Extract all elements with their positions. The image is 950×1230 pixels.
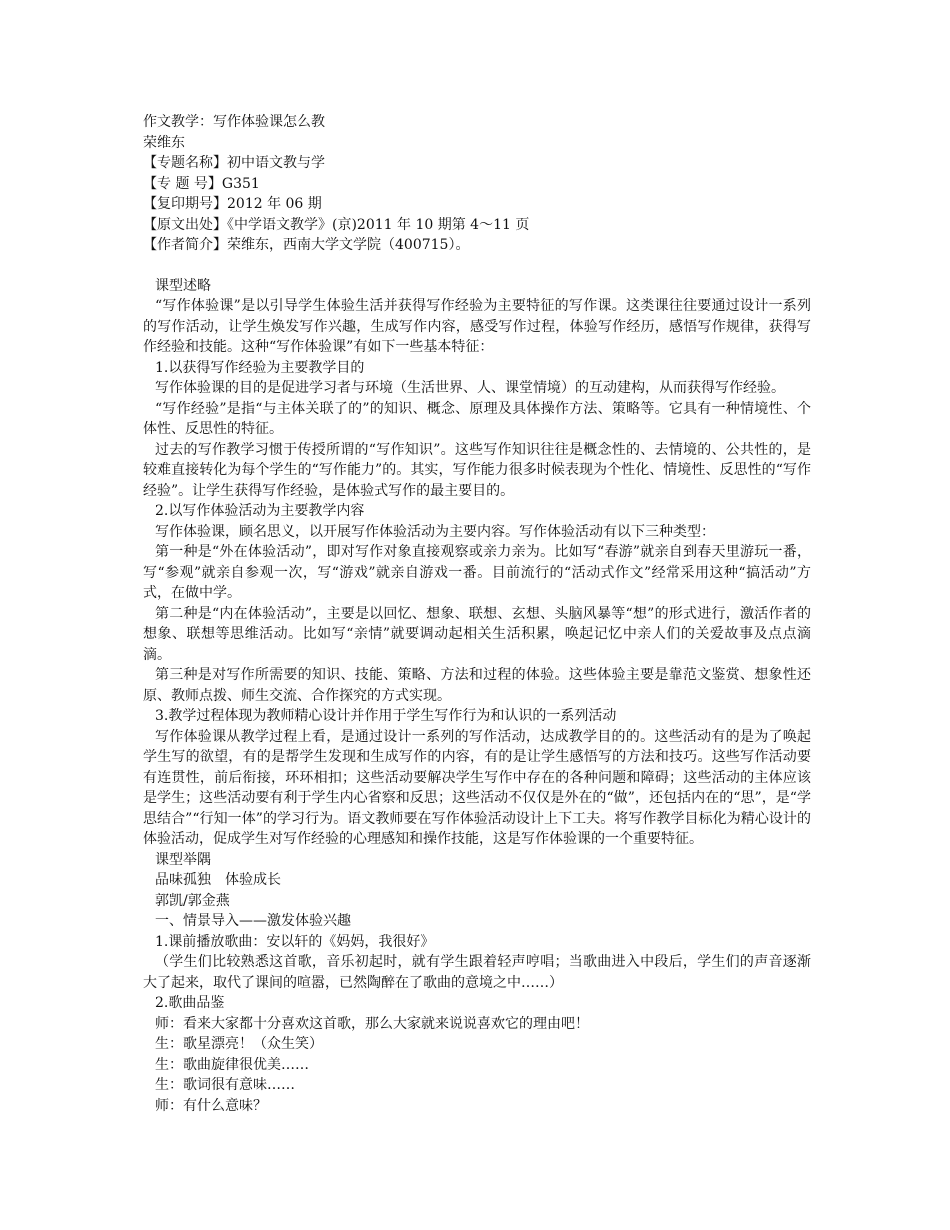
paragraph: 写作体验课，顾名思义，以开展写作体验活动为主要内容。写作体验活动有以下三种类型： xyxy=(155,523,715,540)
meta-issue: 【复印期号】2012 年 06 期 xyxy=(143,196,322,212)
meta-author-bio: 【作者简介】荣维东，西南大学文学院（400715）。 xyxy=(143,237,470,253)
dialogue-line: 生：歌曲旋律很优美…… xyxy=(155,1056,309,1073)
lesson-title: 品味孤独 体验成长 xyxy=(155,872,281,888)
paragraph: 写作体验课的目的是促进学习者与环境（生活世界、人、课堂情境）的互动建构，从而获得写作经验。 xyxy=(155,380,785,396)
paragraph: 第三种是对写作所需要的知识、技能、策略、方法和过程的体验。这些体验主要是靠范文鉴赏、想象性还原、教师点拨、师生交流、合作探究的方式实现。 xyxy=(143,667,811,704)
dialogue-line: 生：歌词很有意味…… xyxy=(155,1077,295,1093)
section-heading-overview: 课型述略 xyxy=(155,277,211,294)
lesson-step-1: 1.课前播放歌曲：安以轩的《妈妈，我很好》 xyxy=(155,933,435,950)
paragraph: 写作体验课从教学过程上看，是通过设计一系列的写作活动，达成教学目的的。这些活动有的是为了唤起学生写的欲望，有的是帮学生发现和生成写作的内容，有的是让学生感悟写的方法和技巧。这些写作活动要有连贯性，前后衔接，环环相扣；这些活动要解决学生写作中存在的各种问题和障碍；这些活动的主体应该是学生；这些活动要有利于学生内心省察和反思；这些活动不仅仅是外在的“做”，还包括内在的“思”，是“学思结合”“行知一体”的学习行为。语文教师要在写作体验活动设计上下工夫。将写作教学目标化为精心设计的体验活动，促成学生对写作经验的心理感知和操作技能，这是写作体验课的一个重要特征。 xyxy=(143,728,811,847)
lesson-note: （学生们比较熟悉这首歌，音乐初起时，就有学生跟着轻声哼唱；当歌曲进入中段后，学生们的声音逐渐大了起来，取代了课间的喧嚣，已然陶醉在了歌曲的意境之中……） xyxy=(143,954,811,991)
paragraph: “写作体验课”是以引导学生体验生活并获得写作经验为主要特征的写作课。这类课往往要通过设计一系列的写作活动，让学生焕发写作兴趣，生成写作内容，感受写作过程，体验写作经历，感悟写作规律，获得写作经验和技能。这种“写作体验课”有如下一些基本特征： xyxy=(143,298,811,355)
subheading-2: 2.以写作体验活动为主要教学内容 xyxy=(155,503,365,519)
meta-source: 【原文出处】《中学语文教学》(京)2011 年 10 期第 4～11 页 xyxy=(143,216,530,233)
article-body xyxy=(143,112,811,1116)
lesson-step-2: 2.歌曲品鉴 xyxy=(155,995,225,1011)
blank-line xyxy=(143,256,811,276)
lesson-part-heading: 一、情景导入——激发体验兴趣 xyxy=(155,913,351,929)
meta-topic-name: 【专题名称】初中语文教与学 xyxy=(143,155,325,171)
paragraph: 过去的写作教学习惯于传授所谓的“写作知识”。这些写作知识往往是概念性的、去情境的、公共性的，是较难直接转化为每个学生的“写作能力”的。其实，写作能力很多时候表现为个性化、情境性、反思性的“写作经验”。让学生获得写作经验，是体验式写作的最主要目的。 xyxy=(143,441,811,499)
lesson-authors: 郭凯/郭金燕 xyxy=(155,892,230,909)
meta-topic-number: 【专 题 号】G351 xyxy=(143,175,260,192)
article-title: 作文教学：写作体验课怎么教 xyxy=(143,114,325,130)
section-heading-example: 课型举隅 xyxy=(155,851,211,868)
dialogue-line: 师：有什么意味？ xyxy=(155,1097,267,1114)
paragraph: “写作经验”是指“与主体关联了的”的知识、概念、原理及具体操作方法、策略等。它具有一种情境性、个体性、反思性的特征。 xyxy=(143,400,811,437)
paragraph: 第一种是“外在体验活动”，即对写作对象直接观察或亲力亲为。比如写“春游”就亲自到春天里游玩一番，写“参观”就亲自参观一次，写“游戏”就亲自游戏一番。目前流行的“活动式作文”经常采用这种“搞活动”方式，在做中学。 xyxy=(143,544,811,601)
paragraph: 第二种是“内在体验活动”，主要是以回忆、想象、联想、玄想、头脑风暴等“想”的形式进行，激活作者的想象、联想等思维活动。比如写“亲情”就要调动起相关生活积累，唤起记忆中亲人们的关爱故事及点点滴滴。 xyxy=(143,605,811,663)
subheading-1: 1.以获得写作经验为主要教学目的 xyxy=(155,359,365,376)
article-author: 荣维东 xyxy=(143,134,185,151)
dialogue-line: 生：歌星漂亮！（众生笑） xyxy=(155,1036,323,1052)
dialogue-line: 师：看来大家都十分喜欢这首歌，那么大家就来说说喜欢它的理由吧！ xyxy=(155,1015,589,1032)
subheading-3: 3.教学过程体现为教师精心设计并作用于学生写作行为和认识的一系列活动 xyxy=(155,708,617,724)
